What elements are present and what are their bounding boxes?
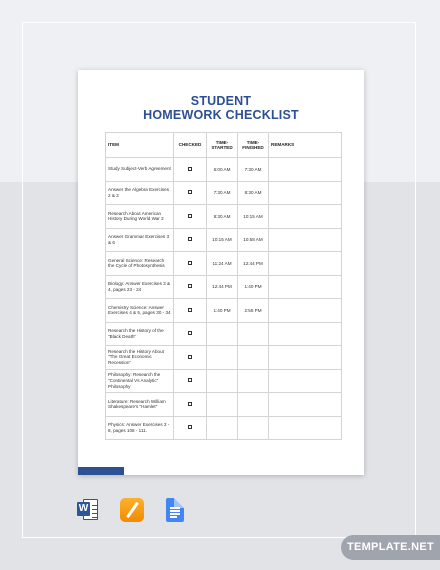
checked-cell bbox=[174, 252, 207, 276]
time-started-cell: 8:30 AM bbox=[207, 205, 238, 229]
time-started-cell bbox=[207, 346, 238, 370]
document-title-line-1: STUDENT bbox=[190, 94, 252, 108]
accent-bar bbox=[78, 467, 124, 475]
remarks-cell bbox=[269, 393, 342, 417]
checkbox[interactable] bbox=[188, 331, 192, 335]
table-row bbox=[106, 275, 342, 299]
checkbox[interactable] bbox=[188, 308, 192, 312]
checked-cell bbox=[174, 299, 207, 323]
word-icon[interactable] bbox=[77, 498, 101, 522]
item-cell: General Science: Research the Cycle of Photosynthesis bbox=[106, 252, 174, 276]
checked-cell bbox=[174, 205, 207, 229]
table-row bbox=[106, 252, 342, 276]
format-icons bbox=[77, 498, 187, 522]
checked-cell bbox=[174, 322, 207, 346]
remarks-cell bbox=[269, 299, 342, 323]
time-started-cell bbox=[207, 416, 238, 440]
time-finished-cell bbox=[238, 346, 269, 370]
item-cell: Biology: Answer Exercises 3 & 4, pages 23 - 24 bbox=[106, 275, 174, 299]
time-finished-cell: 2:55 PM bbox=[238, 299, 269, 323]
time-finished-cell bbox=[238, 393, 269, 417]
time-started-cell: 12:44 PM bbox=[207, 275, 238, 299]
item-cell: Research the History About "The Great Economic Recession" bbox=[106, 346, 174, 370]
item-cell: Literature: Research William Shakespeare's "Hamlet" bbox=[106, 393, 174, 417]
time-finished-cell bbox=[238, 416, 269, 440]
table-row bbox=[106, 181, 342, 205]
document-title-line-2: HOMEWORK CHECKLIST bbox=[143, 108, 299, 122]
item-cell: Answer the Algebra Exercises 2 & 3 bbox=[106, 181, 174, 205]
checkbox[interactable] bbox=[188, 190, 192, 194]
item-cell: Physics: Answer Exercises 3 - 8, pages 108 - 111. bbox=[106, 416, 174, 440]
table-row bbox=[106, 416, 342, 440]
checked-cell bbox=[174, 181, 207, 205]
remarks-cell bbox=[269, 416, 342, 440]
column-header-checked: CHECKED bbox=[174, 133, 207, 158]
checked-cell bbox=[174, 346, 207, 370]
checked-cell bbox=[174, 416, 207, 440]
column-header-remarks: REMARKS bbox=[269, 133, 342, 158]
remarks-cell bbox=[269, 322, 342, 346]
checked-cell bbox=[174, 158, 207, 182]
time-started-cell: 1:40 PM bbox=[207, 299, 238, 323]
item-cell: Philosophy: Research the "Continental Vs Analytic" Philosophy bbox=[106, 369, 174, 393]
time-finished-cell bbox=[238, 369, 269, 393]
remarks-cell bbox=[269, 346, 342, 370]
table-row bbox=[106, 346, 342, 370]
column-header-time-started: TIME- STARTED bbox=[207, 133, 238, 158]
item-cell: Research About American History During World War 2 bbox=[106, 205, 174, 229]
time-finished-cell: 8:30 AM bbox=[238, 181, 269, 205]
checkbox[interactable] bbox=[188, 261, 192, 265]
checkbox[interactable] bbox=[188, 402, 192, 406]
time-finished-cell: 1:40 PM bbox=[238, 275, 269, 299]
item-cell: Chemistry Science: Answer Exercises 4 & 5, pages 30 - 34 bbox=[106, 299, 174, 323]
checked-cell bbox=[174, 393, 207, 417]
table-row bbox=[106, 205, 342, 229]
checked-cell bbox=[174, 275, 207, 299]
item-cell: Answer Grammar Exercises 3 & 6 bbox=[106, 228, 174, 252]
item-cell: Study Subject-Verb Agreement bbox=[106, 158, 174, 182]
remarks-cell bbox=[269, 205, 342, 229]
pages-icon[interactable] bbox=[120, 498, 144, 522]
table-row bbox=[106, 158, 342, 182]
time-started-cell: 10:15 AM bbox=[207, 228, 238, 252]
table-header-row bbox=[106, 133, 342, 158]
time-finished-cell: 10:15 AM bbox=[238, 205, 269, 229]
time-started-cell: 6:00 AM bbox=[207, 158, 238, 182]
time-finished-cell: 7:30 AM bbox=[238, 158, 269, 182]
item-cell: Research the History of the "Black Death" bbox=[106, 322, 174, 346]
document-preview[interactable] bbox=[78, 70, 364, 475]
time-started-cell: 11:24 AM bbox=[207, 252, 238, 276]
remarks-cell bbox=[269, 275, 342, 299]
checkbox[interactable] bbox=[188, 237, 192, 241]
time-started-cell bbox=[207, 322, 238, 346]
time-finished-cell: 10:58 AM bbox=[238, 228, 269, 252]
time-finished-cell bbox=[238, 322, 269, 346]
homework-checklist-table bbox=[105, 132, 342, 440]
template-net-watermark[interactable]: TEMPLATE.NET bbox=[341, 535, 440, 560]
table-row bbox=[106, 299, 342, 323]
table-row bbox=[106, 369, 342, 393]
checked-cell bbox=[174, 369, 207, 393]
time-started-cell bbox=[207, 393, 238, 417]
time-finished-cell: 12:44 PM bbox=[238, 252, 269, 276]
checkbox[interactable] bbox=[188, 355, 192, 359]
checkbox[interactable] bbox=[188, 284, 192, 288]
checked-cell bbox=[174, 228, 207, 252]
word-letter: W bbox=[78, 503, 89, 514]
table-row bbox=[106, 393, 342, 417]
remarks-cell bbox=[269, 181, 342, 205]
column-header-item: ITEM bbox=[106, 133, 174, 158]
column-header-time-finished: TIME- FINISHED bbox=[238, 133, 269, 158]
table-row bbox=[106, 322, 342, 346]
checkbox[interactable] bbox=[188, 214, 192, 218]
checkbox[interactable] bbox=[188, 425, 192, 429]
remarks-cell bbox=[269, 252, 342, 276]
checkbox[interactable] bbox=[188, 378, 192, 382]
google-docs-icon[interactable] bbox=[163, 498, 187, 522]
checkbox[interactable] bbox=[188, 167, 192, 171]
remarks-cell bbox=[269, 158, 342, 182]
remarks-cell bbox=[269, 369, 342, 393]
table-row bbox=[106, 228, 342, 252]
time-started-cell: 7:30 AM bbox=[207, 181, 238, 205]
remarks-cell bbox=[269, 228, 342, 252]
time-started-cell bbox=[207, 369, 238, 393]
